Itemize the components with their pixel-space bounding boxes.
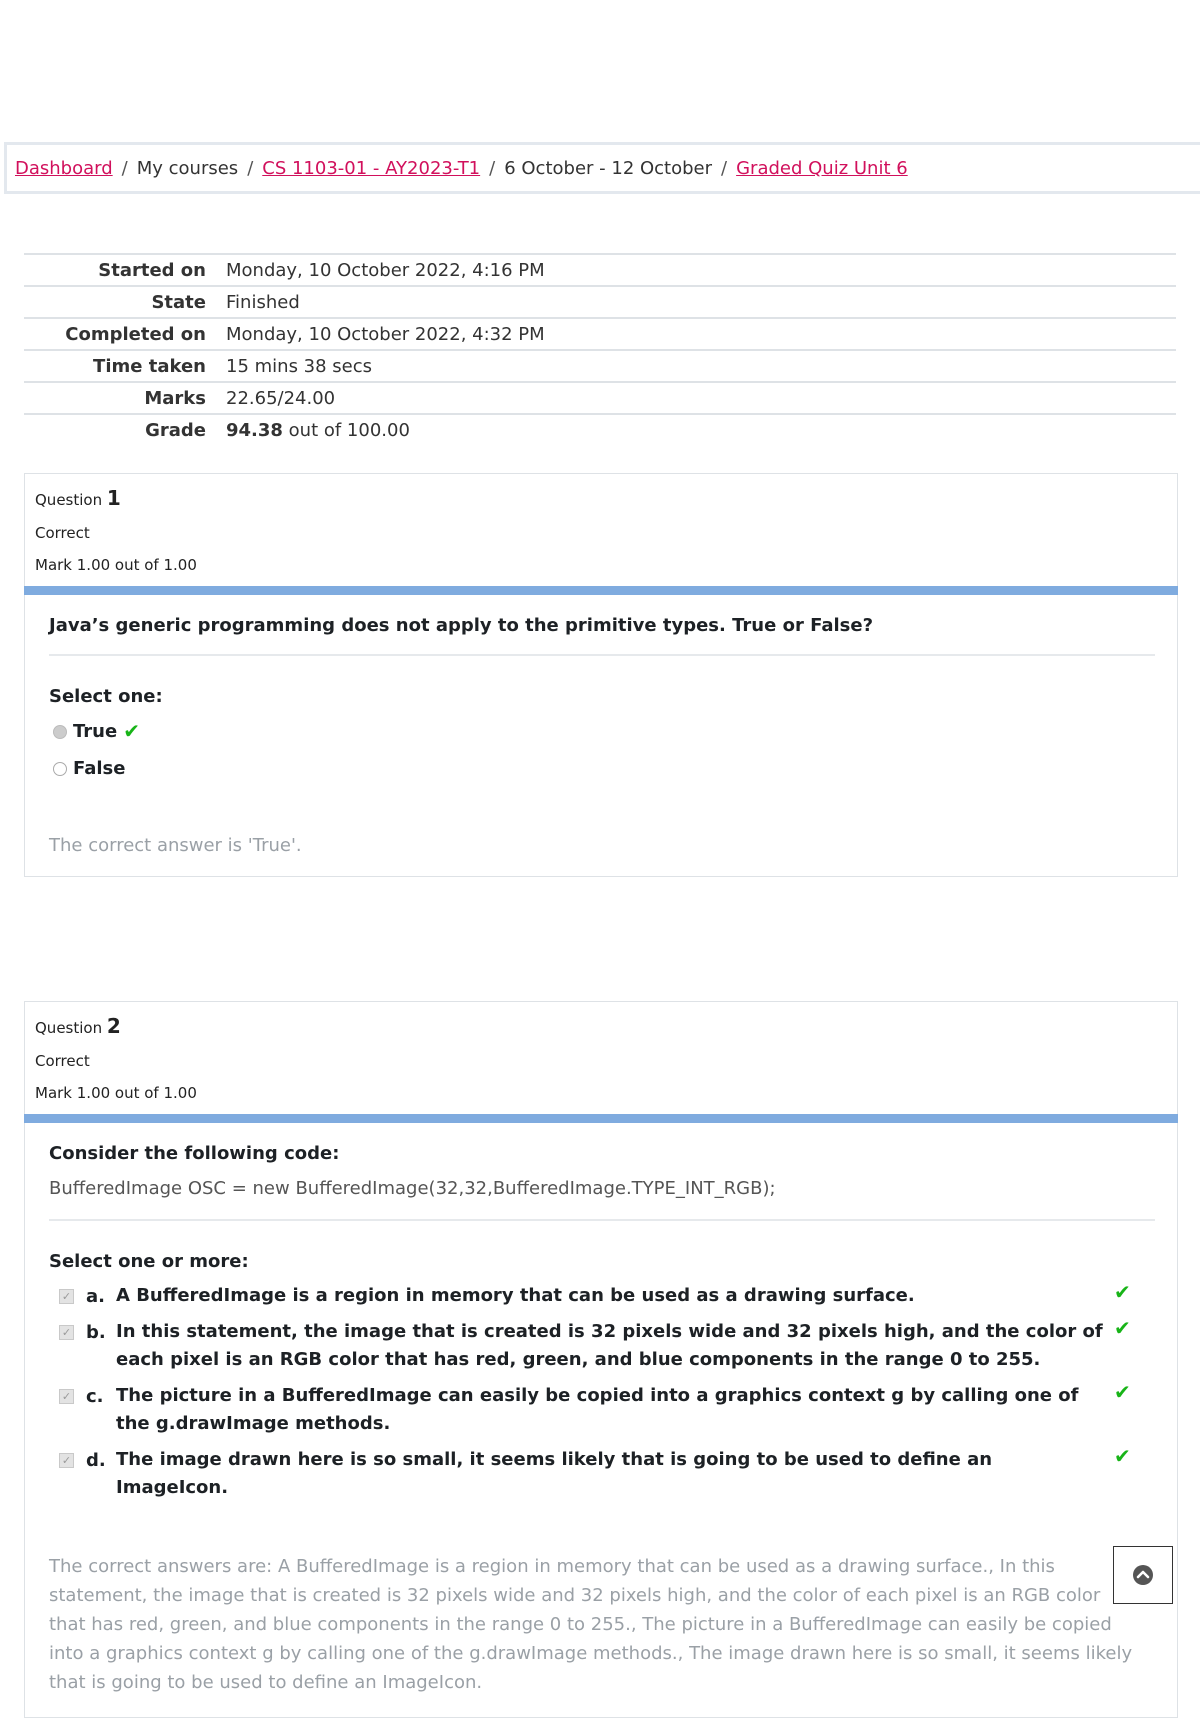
breadcrumb-quiz-link[interactable]: Graded Quiz Unit 6	[736, 157, 908, 179]
radio-selected[interactable]	[53, 725, 67, 739]
summary-row	[24, 350, 1176, 382]
question-divider-bar	[24, 1114, 1178, 1123]
summary-row	[24, 318, 1176, 350]
option-text: The picture in a BufferedImage can easily be copied into a graphics context g by calling one of the g.drawImage methods.	[116, 1385, 1079, 1434]
breadcrumb-week: 6 October - 12 October	[504, 157, 713, 179]
answer-option-b[interactable]	[49, 1316, 1153, 1374]
option-text: A BufferedImage is a region in memory that can be used as a drawing surface.	[116, 1285, 915, 1306]
question-mark: Mark 1.00 out of 1.00	[35, 1084, 197, 1102]
answer-option-c[interactable]	[49, 1380, 1153, 1438]
breadcrumb-dashboard-link[interactable]: Dashboard	[15, 157, 113, 179]
question-text: Consider the following code:	[49, 1143, 340, 1164]
check-icon: ✔	[1114, 1380, 1131, 1404]
summary-value	[226, 414, 1176, 445]
summary-label: Completed on	[24, 318, 226, 350]
grade-value: 94.38	[226, 419, 283, 441]
divider	[49, 1219, 1155, 1221]
answer-label: True	[73, 721, 118, 742]
question-number	[35, 1014, 1167, 1038]
breadcrumb-course-link[interactable]: CS 1103-01 - AY2023-T1	[262, 157, 481, 179]
question-feedback: The correct answer is 'True'.	[49, 835, 302, 856]
check-icon: ✔	[1114, 1280, 1131, 1304]
breadcrumb-separator: /	[121, 157, 128, 179]
summary-row	[24, 382, 1176, 414]
breadcrumb-separator: /	[489, 157, 496, 179]
checkbox-checked[interactable]: ✓	[59, 1453, 74, 1468]
question-info	[25, 474, 1177, 586]
chevron-up-icon	[1132, 1564, 1154, 1586]
breadcrumb-separator: /	[247, 157, 254, 179]
radio-unselected[interactable]	[53, 762, 67, 776]
question-mark: Mark 1.00 out of 1.00	[35, 556, 197, 574]
question-status: Correct	[35, 1052, 90, 1070]
summary-row	[24, 254, 1176, 286]
scroll-to-top-button[interactable]	[1113, 1546, 1173, 1604]
question-1-card	[24, 473, 1178, 877]
summary-label: Time taken	[24, 350, 226, 382]
quiz-summary-table	[24, 253, 1176, 445]
answer-prompt: Select one or more:	[49, 1251, 249, 1272]
checkbox-checked[interactable]: ✓	[59, 1289, 74, 1304]
summary-value: Monday, 10 October 2022, 4:16 PM	[226, 254, 1176, 286]
check-icon: ✔	[1114, 1316, 1131, 1340]
summary-value: 15 mins 38 secs	[226, 350, 1176, 382]
option-letter: c.	[86, 1386, 104, 1407]
breadcrumb-separator: /	[721, 157, 728, 179]
question-number	[35, 486, 1167, 510]
check-icon: ✔	[123, 719, 140, 743]
breadcrumb-my-courses: My courses	[136, 157, 239, 179]
summary-row	[24, 286, 1176, 318]
grade-total: out of 100.00	[282, 419, 410, 441]
question-number-value: 2	[106, 1014, 121, 1038]
answer-option-true[interactable]	[49, 721, 1153, 742]
summary-label: State	[24, 286, 226, 318]
summary-label: Marks	[24, 382, 226, 414]
summary-row	[24, 414, 1176, 445]
question-prefix: Question	[35, 1019, 107, 1037]
answer-option-false[interactable]	[49, 758, 1153, 779]
question-number-value: 1	[106, 486, 121, 510]
question-2-card	[24, 1001, 1178, 1718]
checkbox-checked[interactable]: ✓	[59, 1325, 74, 1340]
question-code: BufferedImage OSC = new BufferedImage(32,32,BufferedImage.TYPE_INT_RGB);	[49, 1178, 776, 1199]
summary-label: Started on	[24, 254, 226, 286]
summary-value: 22.65/24.00	[226, 382, 1176, 414]
question-divider-bar	[24, 586, 1178, 595]
divider	[49, 654, 1155, 656]
summary-value: Finished	[226, 286, 1176, 318]
question-content	[25, 595, 1177, 817]
option-letter: b.	[86, 1322, 106, 1343]
option-letter: a.	[86, 1286, 105, 1307]
question-content	[25, 1123, 1177, 1536]
summary-value: Monday, 10 October 2022, 4:32 PM	[226, 318, 1176, 350]
question-text: Java’s generic programming does not apply to the primitive types. True or False?	[49, 615, 874, 636]
option-text: In this statement, the image that is created is 32 pixels wide and 32 pixels high, and the color of each pixel is an RGB color that has red, green, and blue components in the range 0 to 255.	[116, 1321, 1103, 1370]
check-icon: ✔	[1114, 1444, 1131, 1468]
question-prefix: Question	[35, 491, 107, 509]
breadcrumb	[4, 142, 1200, 194]
question-info	[25, 1002, 1177, 1114]
answer-option-a[interactable]	[49, 1280, 1153, 1310]
answer-label: False	[73, 758, 126, 779]
option-letter: d.	[86, 1450, 106, 1471]
answer-option-d[interactable]	[49, 1444, 1153, 1502]
checkbox-checked[interactable]: ✓	[59, 1389, 74, 1404]
question-feedback: The correct answers are: A BufferedImage is a region in memory that can be used as a drawing surface., In this statement, the image that is created is 32 pixels wide and 32 pixels high, and the color of each pixel is an RGB color that has red, green, and blue components in the range 0 to 255., The picture in a BufferedImage can easily be copied into a graphics context g by calling one of the g.drawImage methods., The image drawn here is so small, it seems likely that is going to be used to define an ImageIcon.	[49, 1556, 1133, 1693]
answer-prompt: Select one:	[49, 686, 163, 707]
summary-label: Grade	[24, 414, 226, 445]
option-text: The image drawn here is so small, it seems likely that is going to be used to define an ImageIcon.	[116, 1449, 993, 1498]
question-status: Correct	[35, 524, 90, 542]
